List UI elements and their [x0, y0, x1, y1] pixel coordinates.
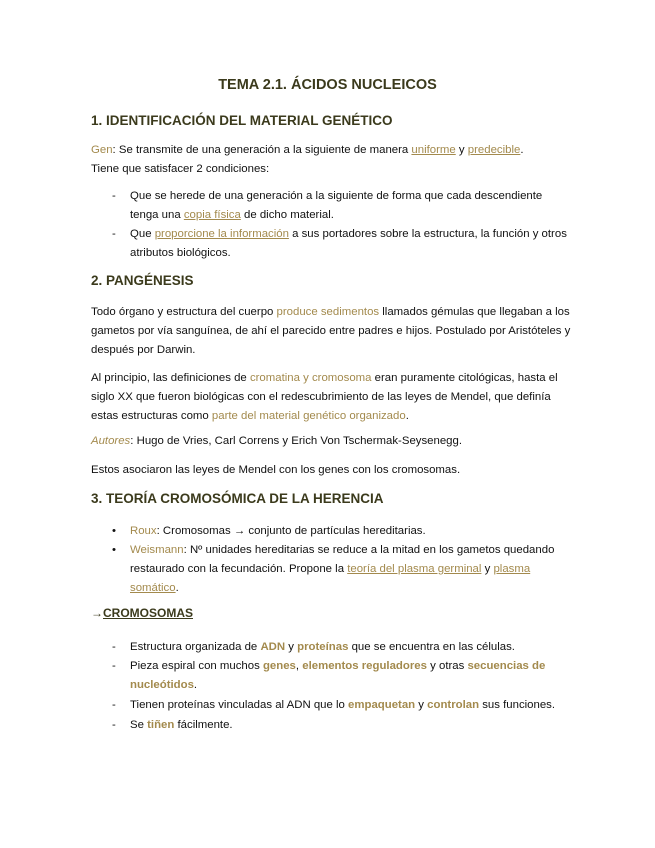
item-text: Estructura organizada de: [130, 641, 261, 653]
para-text: Todo órgano y estructura del cuerpo: [91, 306, 277, 318]
conj: y: [481, 563, 494, 575]
list-item: [112, 716, 572, 735]
bullet-marker: •: [112, 544, 116, 556]
item-text: : Nº unidades hereditarias se reduce a la mitad en los gametos quedando restaurado con la fecundación. Propone la: [130, 544, 555, 575]
bullet-marker: •: [112, 525, 116, 537]
plasma-germinal-term: teoría del plasma germinal: [347, 563, 482, 575]
dash-marker: -: [112, 699, 116, 711]
uniforme-term: uniforme: [411, 144, 456, 156]
elementos-term: elementos reguladores: [302, 660, 427, 672]
item-text: : Cromosomas → conjunto de partículas hereditarias.: [156, 525, 426, 537]
para-text: llamados gémulas que llegaban a los gametos por vía sanguínea, de ahí el parecido entre padres e hijos. Postulado por Aristóteles y después por Darwin.: [91, 306, 571, 356]
item-text: Se: [130, 719, 148, 731]
list-item: [112, 657, 572, 695]
copia-fisica-term: copia física: [183, 209, 241, 221]
secuencias-term: secuencias de nucleótidos: [130, 660, 546, 691]
arrow-icon: →: [91, 606, 103, 620]
cromatina-term: cromatina y cromosoma: [249, 372, 372, 384]
cromosomas-label: CROMOSOMAS: [103, 606, 193, 620]
dash-marker: -: [112, 190, 116, 202]
punct: ,: [295, 660, 303, 672]
plasma-somatico-term: plasma somático: [130, 563, 531, 594]
section-2-heading: 2. PANGÉNESIS: [91, 273, 194, 288]
item-text: Que: [130, 228, 155, 240]
predecible-term: predecible: [467, 144, 521, 156]
proteinas-term: proteínas: [297, 641, 349, 653]
section-3-heading: 3. TEORÍA CROMOSÓMICA DE LA HERENCIA: [91, 491, 384, 506]
item-text: que se encuentra en las células.: [348, 641, 515, 653]
gen-text: : Se transmite de una generación a la siguiente de manera: [112, 144, 412, 156]
list-item: [112, 522, 572, 541]
sedimentos-term: produce sedimentos: [276, 306, 380, 318]
adn-term: ADN: [260, 641, 286, 653]
asociaron-line: Estos asociaron las leyes de Mendel con los genes con los cromosomas.: [91, 464, 461, 476]
cromosomas-subheading: [91, 606, 193, 620]
gen-definition: [91, 141, 571, 179]
dash-marker: -: [112, 719, 116, 731]
punct: .: [193, 679, 198, 691]
autores-line: [91, 432, 571, 451]
empaquetan-term: empaquetan: [348, 699, 416, 711]
item-text: fácilmente.: [174, 719, 233, 731]
list-item: [112, 225, 572, 263]
item-text: de dicho material.: [240, 209, 334, 221]
item-text: Que se herede de una generación a la siguiente de forma que cada descendiente tenga una: [130, 190, 543, 221]
item-text: Tienen proteínas vinculadas al ADN que lo: [130, 699, 349, 711]
list-item: [112, 541, 572, 598]
pangenesis-paragraph: [91, 303, 571, 360]
roux-label: Roux: [130, 525, 157, 537]
para-text: eran puramente citológicas, hasta el siglo XX que fueron biológicas con el redescubrimiento de las leyes de Mendel, que definía estas estructuras como: [91, 372, 558, 422]
punct: .: [175, 582, 179, 594]
genes-term: genes: [262, 660, 296, 672]
item-text: sus funciones.: [479, 699, 556, 711]
parte-material-term: parte del material genético organizado: [211, 410, 406, 422]
dash-marker: -: [112, 660, 116, 672]
list-item: [112, 638, 572, 657]
autores-label: Autores: [91, 435, 131, 447]
conj: y: [285, 641, 298, 653]
tinen-term: tiñen: [147, 719, 175, 731]
list-item: [112, 696, 572, 715]
controlan-term: controlan: [427, 699, 480, 711]
cromatina-paragraph: [91, 369, 571, 426]
page-title: TEMA 2.1. ÁCIDOS NUCLEICOS: [218, 77, 437, 93]
item-text: Pieza espiral con muchos: [130, 660, 263, 672]
list-item: [112, 187, 572, 225]
item-text: a sus portadores sobre la estructura, la función y otros atributos biológicos.: [130, 228, 567, 259]
punct: .: [520, 144, 524, 156]
conj: y: [415, 699, 428, 711]
weismann-label: Weismann: [130, 544, 184, 556]
section-1-heading: 1. IDENTIFICACIÓN DEL MATERIAL GENÉTICO: [91, 113, 393, 128]
autores-text: : Hugo de Vries, Carl Correns y Erich Von Tschermak-Seysenegg.: [130, 435, 463, 447]
gen-label: Gen: [91, 144, 113, 156]
proporcione-term: proporcione la información: [154, 228, 289, 240]
punct: .: [405, 410, 409, 422]
para-text: Al principio, las definiciones de: [91, 372, 250, 384]
dash-marker: -: [112, 641, 116, 653]
conditions-intro: Tiene que satisfacer 2 condiciones:: [91, 163, 270, 175]
item-text: y otras: [426, 660, 468, 672]
conj: y: [455, 144, 468, 156]
dash-marker: -: [112, 228, 116, 240]
